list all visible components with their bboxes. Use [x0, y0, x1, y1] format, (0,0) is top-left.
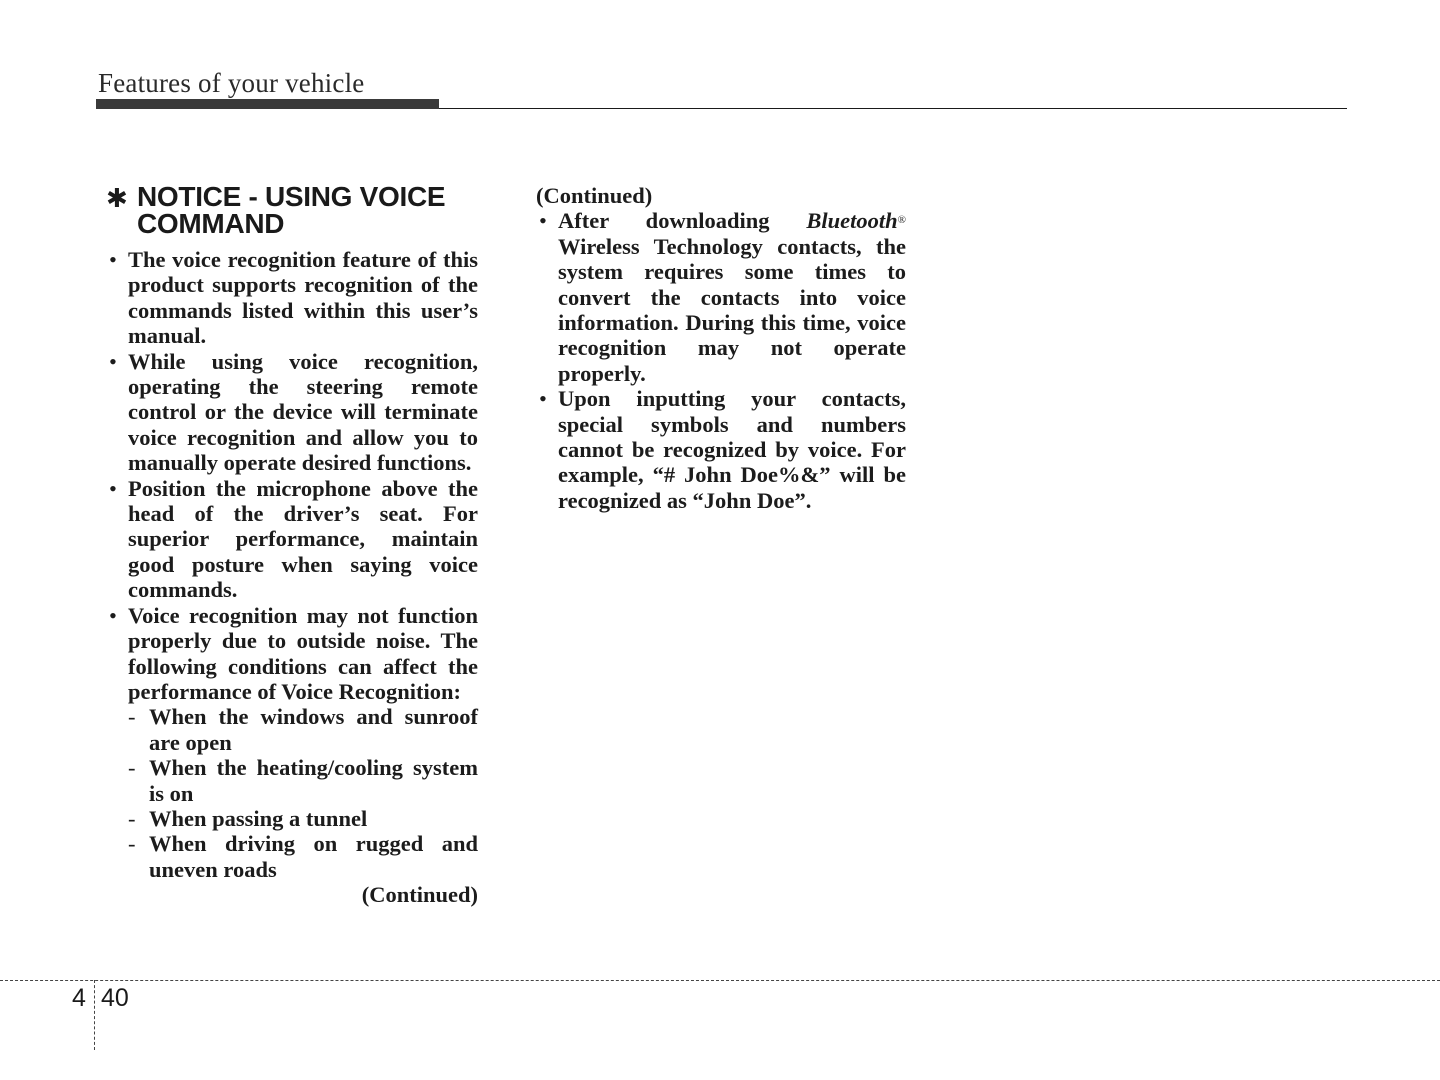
list-item-text: Voice recognition may not function properly due to outside noise. The following conditions can affect the performance of Voice Recognition:: [128, 602, 478, 704]
list-item: • Upon inputting your contacts, special symbols and numbers cannot be recognized by voice. For example, “# John Doe%&” will be recognized as “John Doe”.: [536, 386, 906, 513]
notice-heading-line2: COMMAND: [137, 208, 285, 239]
header-rule-thick: [96, 99, 439, 109]
condition-item: - When the heating/cooling system is on: [128, 755, 478, 806]
notice-bullet-list: [106, 247, 478, 882]
asterisk-icon: ✱: [106, 183, 128, 213]
right-bullet-list: [536, 208, 906, 513]
list-item: [106, 603, 478, 882]
condition-item: - When the windows and sunroof are open: [128, 704, 478, 755]
condition-item: - When driving on rugged and uneven roads: [128, 831, 478, 882]
conditions-list: [128, 704, 478, 882]
footer-dashed-divider: [94, 980, 95, 1050]
continued-label-bottom: (Continued): [361, 882, 478, 908]
list-item: [536, 208, 906, 386]
list-item: • While using voice recognition, operating the steering remote control or the device will terminate voice recognition and allow you to manually operate desired functions.: [106, 349, 478, 476]
footer-dashed-rule: [0, 980, 1440, 981]
bullet-text-part: After downloading: [558, 208, 807, 234]
page-section-number: 4: [72, 984, 86, 1012]
header-rule-thin: [439, 108, 1347, 109]
bullet-text-part: Wireless Technology contacts, the system requires some times to convert the contacts into voice information. During this time, voice recognition may not operate properly.: [558, 233, 906, 386]
list-item: • The voice recognition feature of this product supports recognition of the commands listed within this user’s manual.: [106, 247, 478, 349]
page-number: 40: [101, 984, 129, 1012]
notice-heading: [106, 183, 478, 237]
right-column: [536, 183, 906, 513]
condition-item: - When passing a tunnel: [128, 806, 478, 831]
continued-label-top: (Continued): [536, 183, 653, 208]
page-header-title: Features of your vehicle: [98, 68, 365, 98]
registered-mark: ®: [897, 214, 906, 227]
bluetooth-brand: Bluetooth: [806, 208, 898, 234]
list-item: • Position the microphone above the head of the driver’s seat. For superior performance, maintain good posture when saying voice commands.: [106, 476, 478, 603]
notice-heading-line1: NOTICE - USING VOICE: [137, 181, 446, 212]
left-column: [106, 183, 478, 908]
